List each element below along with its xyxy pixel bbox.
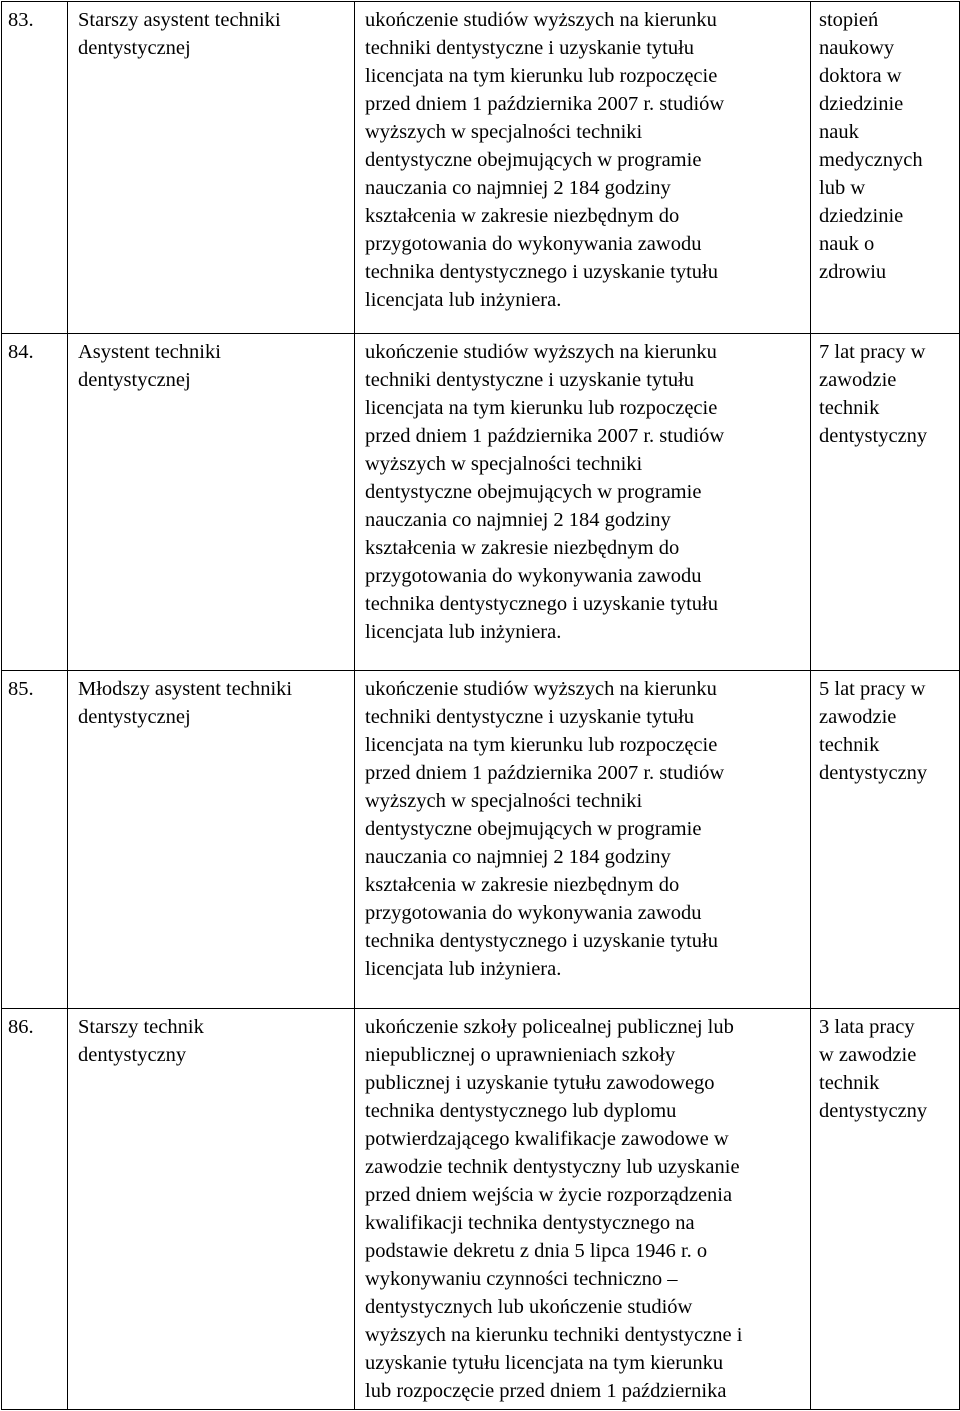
row-number-cell (2, 671, 68, 1009)
position-name: Starszy technik dentystyczny (78, 1016, 204, 1066)
position-cell (68, 671, 355, 1009)
row-number: 84. (8, 341, 34, 363)
requirements-text: ukończenie szkoły policealnej publicznej lub niepublicznej o uprawnieniach szkoły publicznej i uzyskanie tytułu zawodowego technika dentystycznego lub dyplomu potwierdzającego kwalifikacje zawodowe w zawodzie technik dentystyczny lub uzyskanie przed dniem wejścia w życie rozporządzenia kwalifikacji technika dentystycznego na podstawie dekretu z dnia 5 lipca 1946 r. o wykonywaniu czynności techniczno – dentystycznych lub ukończenie studiów wyższych na kierunku techniki dentystyczne i uzyskanie tytułu licencjata na tym kierunku lub rozpoczęcie przed dniem 1 października (365, 1016, 743, 1402)
experience-cell (811, 334, 960, 671)
position-name: Asystent techniki dentystycznej (78, 341, 221, 391)
position-name: Młodszy asystent techniki dentystycznej (78, 678, 293, 728)
position-cell (68, 1009, 355, 1410)
table-row (2, 334, 960, 671)
position-cell (68, 2, 355, 334)
requirements-text: ukończenie studiów wyższych na kierunku techniki dentystyczne i uzyskanie tytułu licencjata na tym kierunku lub rozpoczęcie przed dniem 1 października 2007 r. studiów wyższych w specjalności techniki dentystyczne obejmujących w programie nauczania co najmniej 2 184 godziny kształcenia w zakresie niezbędnym do przygotowania do wykonywania zawodu technika dentystycznego i uzyskanie tytułu licencjata lub inżyniera. (365, 678, 725, 980)
requirements-cell (355, 2, 811, 334)
row-number: 85. (8, 678, 34, 700)
experience-cell (811, 1009, 960, 1410)
requirements-text: ukończenie studiów wyższych na kierunku techniki dentystyczne i uzyskanie tytułu licencjata na tym kierunku lub rozpoczęcie przed dniem 1 października 2007 r. studiów wyższych w specjalności techniki dentystyczne obejmujących w programie nauczania co najmniej 2 184 godziny kształcenia w zakresie niezbędnym do przygotowania do wykonywania zawodu technika dentystycznego i uzyskanie tytułu licencjata lub inżyniera. (365, 341, 725, 643)
experience-text: 5 lat pracy w zawodzie technik dentystyczny (819, 678, 928, 784)
position-name: Starszy asystent techniki dentystycznej (78, 9, 281, 59)
row-number-cell (2, 334, 68, 671)
requirements-cell (355, 1009, 811, 1410)
requirements-cell (355, 334, 811, 671)
requirements-cell (355, 671, 811, 1009)
table-row (2, 2, 960, 334)
row-number: 86. (8, 1016, 34, 1038)
experience-cell (811, 2, 960, 334)
table-row (2, 1009, 960, 1410)
row-number: 83. (8, 9, 34, 31)
position-cell (68, 334, 355, 671)
experience-text: 3 lata pracy w zawodzie technik dentystyczny (819, 1016, 928, 1122)
experience-cell (811, 671, 960, 1009)
qualification-table (1, 1, 960, 1410)
experience-text: 7 lat pracy w zawodzie technik dentystyczny (819, 341, 928, 447)
experience-text: stopień naukowy doktora w dziedzinie nauk medycznych lub w dziedzinie nauk o zdrowiu (819, 9, 923, 283)
requirements-text: ukończenie studiów wyższych na kierunku techniki dentystyczne i uzyskanie tytułu licencjata na tym kierunku lub rozpoczęcie przed dniem 1 października 2007 r. studiów wyższych w specjalności techniki dentystyczne obejmujących w programie nauczania co najmniej 2 184 godziny kształcenia w zakresie niezbędnym do przygotowania do wykonywania zawodu technika dentystycznego i uzyskanie tytułu licencjata lub inżyniera. (365, 9, 725, 311)
row-number-cell (2, 1009, 68, 1410)
row-number-cell (2, 2, 68, 334)
table-row (2, 671, 960, 1009)
